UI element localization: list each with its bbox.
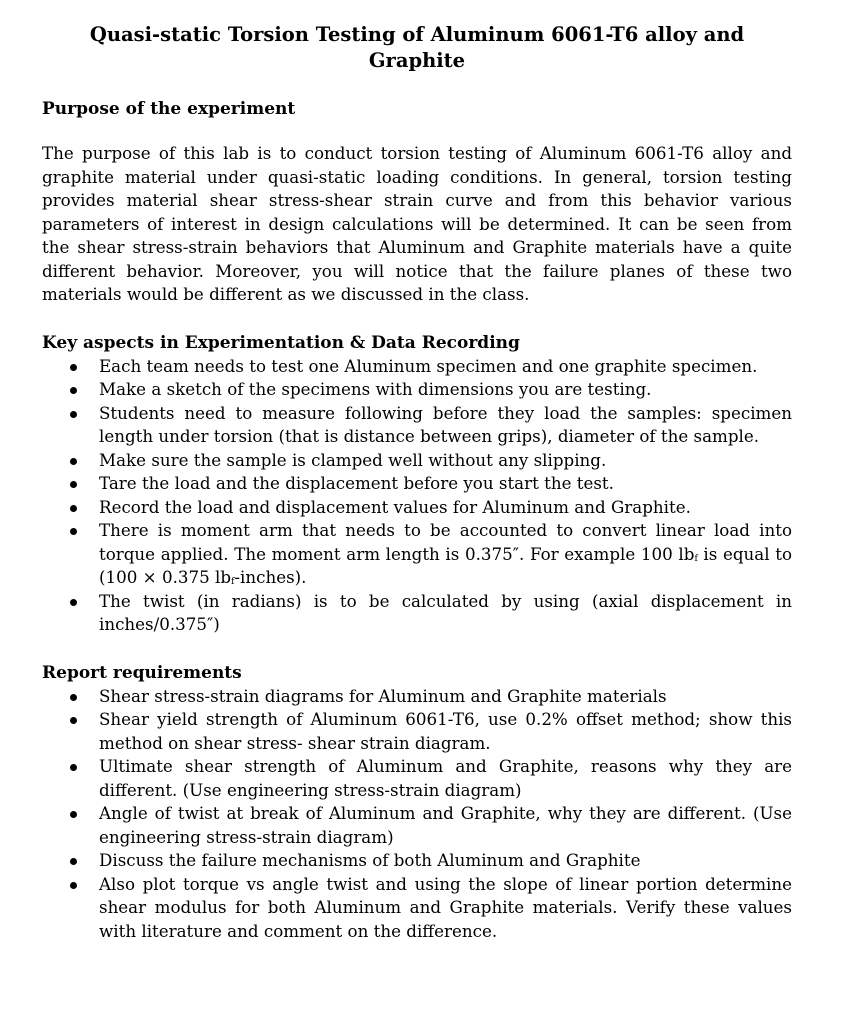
bullet-icon: [70, 858, 77, 865]
bullet-icon: [70, 411, 77, 418]
key-aspects-heading: Key aspects in Experimentation & Data Recording: [42, 332, 520, 353]
list-item: [99, 708, 792, 755]
list-item-text: Ultimate shear strength of Aluminum and Graphite, reasons why they are different. (Use engineering stress-strain diagram): [99, 756, 792, 800]
subscript-f: f: [231, 577, 235, 587]
list-item-text: Discuss the failure mechanisms of both Aluminum and Graphite: [99, 850, 641, 870]
bullet-icon: [70, 364, 77, 371]
list-item-text: Record the load and displacement values for Aluminum and Graphite.: [99, 496, 691, 517]
key-aspects-list: [42, 355, 792, 637]
list-item-text: The twist (in radians) is to be calculated by using (axial displacement in inches/0.375″): [99, 590, 792, 634]
list-item: [99, 355, 792, 379]
purpose-heading: Purpose of the experiment: [42, 99, 296, 119]
bullet-icon: [70, 599, 77, 606]
bullet-icon: [70, 505, 77, 512]
list-item-text: Make a sketch of the specimens with dimensions you are testing.: [99, 379, 652, 399]
list-item: [99, 590, 792, 637]
list-item: [99, 449, 792, 473]
bullet-icon: [70, 811, 77, 818]
list-item-text: Students need to measure following before they load the samples: specimen length under torsion (that is distance between grips), diameter of the sample.: [99, 402, 792, 446]
list-item-text: Tare the load and the displacement before you start the test.: [99, 473, 614, 493]
list-item: [99, 802, 792, 849]
document-title: Quasi-static Torsion Testing of Aluminum 6061-T6 alloy and Graphite: [89, 23, 745, 72]
report-heading: Report requirements: [42, 662, 242, 683]
list-item-text: Shear yield strength of Aluminum 6061-T6, use 0.2% offset method; show this method on shear stress- shear strain diagram.: [99, 709, 792, 753]
bullet-icon: [70, 694, 77, 701]
list-item: [99, 685, 792, 709]
list-item: [99, 496, 792, 520]
list-item: [99, 472, 792, 496]
bullet-icon: [70, 764, 77, 771]
list-item-text: Also plot torque vs angle twist and using the slope of linear portion determine shear modulus for both Aluminum and Graphite materials. Verify these values with literature and comment on the difference.: [99, 873, 792, 941]
report-list: [42, 685, 792, 944]
list-item: [99, 378, 792, 402]
bullet-icon: [70, 717, 77, 724]
moment-text-part3: -inches).: [234, 567, 307, 587]
list-item: [99, 873, 792, 944]
list-item-text: Angle of twist at break of Aluminum and Graphite, why they are different. (Use engineering stress-strain diagram): [99, 803, 792, 847]
bullet-icon: [70, 387, 77, 394]
moment-text-part2: is equal to (100 × 0.375 lb: [99, 543, 792, 587]
list-item-text: Make sure the sample is clamped well without any slipping.: [99, 449, 607, 470]
bullet-icon: [70, 528, 77, 535]
bullet-icon: [70, 481, 77, 488]
list-item: [99, 402, 792, 449]
bullet-icon: [70, 458, 77, 465]
moment-text-part1: There is moment arm that needs to be accounted to convert linear load into torque applied. The moment arm length is 0.375″. For example 100 lb: [99, 520, 792, 564]
list-item-text: Each team needs to test one Aluminum specimen and one graphite specimen.: [99, 355, 758, 376]
bullet-icon: [70, 882, 77, 889]
subscript-f: f: [694, 553, 698, 564]
list-item: [99, 849, 792, 873]
list-item: [99, 755, 792, 802]
list-item-text: Shear stress-strain diagrams for Aluminum and Graphite materials: [99, 685, 667, 706]
list-item-moment-arm: [99, 519, 792, 590]
purpose-paragraph: The purpose of this lab is to conduct torsion testing of Aluminum 6061-T6 alloy and graphite material under quasi-static loading conditions. In general, torsion testing provides material shear stress-shear strain curve and from this behavior various parameters of interest in design calculations will be determined. It can be seen from the shear stress-strain behaviors that Aluminum and Graphite materials have a quite different behavior. Moreover, you will notice that the failure planes of these two materials would be different as we discussed in the class.: [42, 143, 792, 304]
